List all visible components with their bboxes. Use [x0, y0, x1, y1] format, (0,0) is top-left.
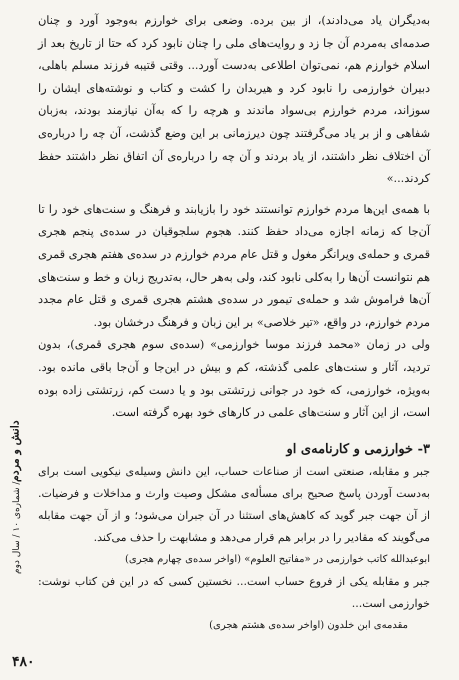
- journal-issue-info: / شماره‌ی ۱۰ / سال دوم: [12, 481, 22, 575]
- quote-source-1: ابوعبدالله کاتب خوارزمی در «مفاتیح العلوم» (اواخر سده‌ی چهارم هجری): [124, 553, 430, 565]
- main-text-column: [38, 10, 430, 637]
- journal-brand: دانش و مردم: [8, 420, 22, 482]
- quote-source-2: مقدمه‌ی ابن خلدون (اواخر سده‌ی هشتم هجری): [209, 619, 408, 631]
- paragraph-1: به‌دیگران یاد می‌دادند)، از بین برده. وضعی برای خوارزم به‌وجود آورد و چنان صدمه‌ای به‌مردم آن جا زد و روایت‌های ملی را چنان نابود کرد که حتا از تاریخ بعد از اسلام خوارزم هم، نمی‌توان اطلاعی به‌دست آورد... وقتی قتیبه فرزند مسلم باهلی، دبیران خوارزمی را نابود کرد و هیربدان را کشت و کتاب و نوشته‌های ایشان را سوزاند، مردم خوارزم بی‌سواد ماندند و هرچه را که به‌آن نیازمند بودند، بەزبان شفاهی و از بر یاد می‌گرفتند چون دیرزمانی بر این وضع گذشت، آن چه را درباره‌ی آن اختلاف نظر داشتند، از یاد بردند و آن چه را درباره‌ی آن اتفاق نظر داشتند حفظ کردند...»: [38, 14, 430, 186]
- journal-side-label: [8, 420, 26, 650]
- quote-paragraph-1: جبر و مقابله، صنعتی است از صناعات حساب، این دانش وسیله‌ی نیکویی است برای به‌دست آوردن پاسخ صحیح برای مسأله‌ی مشکل وصیت وارث و مداخلات و فرضیات. از آن جهت جبر گوید که کاهش‌های استثنا در آن جبران می‌شود؛ و از آن جهت مقابله می‌گویند که مقادیر را در برابر هم قرار می‌دهد و مشابهت را حذف می‌کند.: [38, 464, 430, 544]
- quote-paragraph-2: جبر و مقابله یکی از فروع حساب است... نخستین کسی که در این فن کتاب نوشت: خوارزمی است...: [38, 574, 430, 610]
- paragraph-3: ولی در زمان «محمد فرزند موسا خوارزمی» (سده‌ی سوم هجری قمری)، بدون تردید، آثار و سنت‌های علمی گذشته، کم و بیش در این‌جا و آن‌جا باقی مانده بود. به‌ویژه، خوارزمی، که خود در جوانی زرتشتی بود و یا دست کم، زرتشتی زاده بوده است، از این آثار و سنت‌های علمی در کارهای خود بهره گرفته است.: [38, 338, 430, 420]
- section-heading: ۳- خوارزمی و کارنامه‌ی او: [286, 441, 430, 457]
- page-number: ۴۸۰: [12, 654, 35, 670]
- paragraph-2: با همه‌ی این‌ها مردم خوارزم توانستند خود را بازیابند و فرهنگ و سنت‌های خود را تا آن‌جا که زمانه اجازه می‌داد حفظ کنند. هجوم سلجوقیان در سده‌ی پنجم هجری قمری و حمله‌ی ویرانگر مغول و قتل عام مردم خوارزم در سده‌ی هفتم هجری قمری هم نتوانست آن‌ها را به‌کلی نابود کند، ولی به‌هر حال، به‌تدریج زبان و خط و سنت‌های آن‌ها فراموش شد و حمله‌ی تیمور در سده‌ی هشتم هجری قمری و قتل عام مجدد مردم خوارزم، در واقع، «تیر خلاصی» بر این زبان و فرهنگ درخشان بود.: [38, 202, 430, 329]
